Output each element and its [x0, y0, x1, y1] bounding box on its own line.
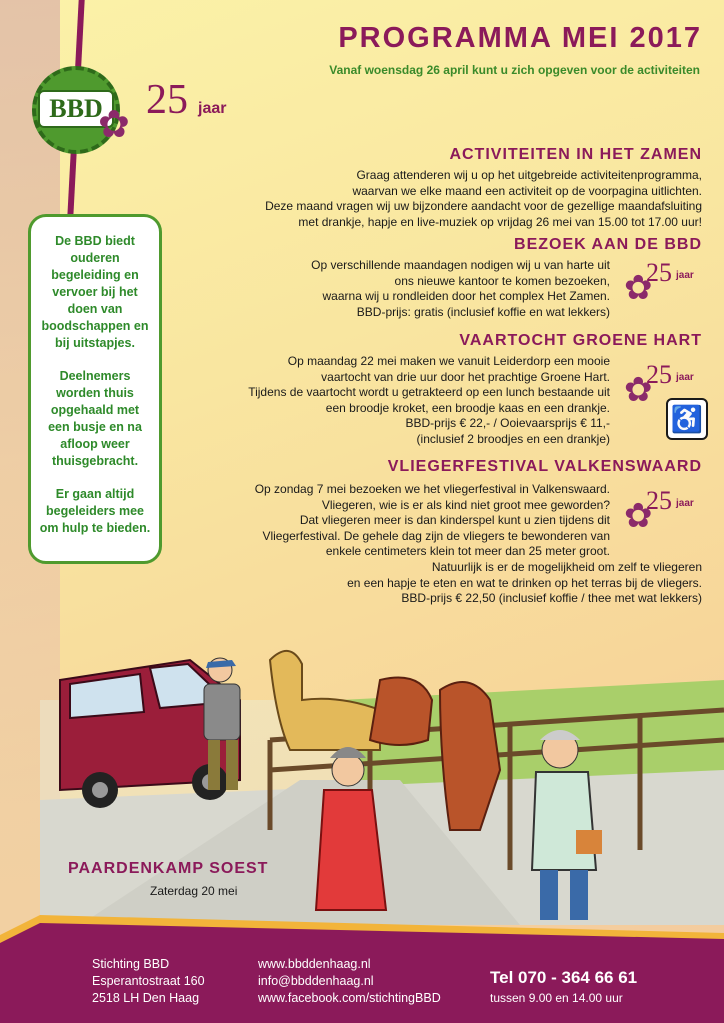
footer-contact — [258, 956, 441, 1007]
section-line: Vliegeren, wie is er als kind niet groot mee geworden? — [321, 497, 610, 512]
paardenkamp-title: PAARDENKAMP SOEST — [68, 860, 269, 877]
section-vliegerfestival — [388, 458, 702, 480]
section-line: BBD-prijs € 22,- / Ooievaarsprijs € 11,- — [405, 416, 610, 430]
section-bezoek-body — [311, 258, 610, 320]
section-line: (inclusief 2 broodjes en een drankje) — [416, 431, 610, 446]
logo-number: 25 — [146, 77, 188, 123]
section-line: waarvan we elke maand een activiteit op de voorpagina uitlichten. — [352, 183, 702, 198]
section-vlieger-body-a — [255, 482, 610, 560]
horse-camp-illustration — [40, 640, 724, 925]
section-line: en een hapje te eten en wat te drinken op het terras bij de vliegers. — [347, 575, 702, 590]
section-line: waarna wij u rondleiden door het complex Het Zamen. — [322, 289, 610, 303]
badge-suffix: jaar — [676, 498, 694, 509]
section-line: Op verschillende maandagen nodigen wij u van harte uit — [311, 258, 610, 272]
section-line: Tijdens de vaartocht wordt u getrakteerd op een lunch bestaande uit — [248, 385, 610, 399]
section-line: Natuurlijk is er de mogelijkheid om zelf te vliegeren — [431, 560, 702, 574]
footer-address — [92, 956, 205, 1007]
section-line: Graag attenderen wij u op het uitgebreide activiteitenprogramma, — [356, 168, 702, 182]
badge-number: 25 — [646, 258, 672, 287]
section-line: Deze maand vragen wij uw bijzondere aandacht voor de gezellige maandafsluiting — [265, 199, 702, 213]
email-link[interactable]: info@bbddenhaag.nl — [258, 974, 374, 988]
page-title: PROGRAMMA MEI 2017 — [338, 22, 702, 54]
info-sidebar — [28, 214, 162, 564]
section-vaartocht — [459, 332, 702, 354]
badge-number: 25 — [646, 360, 672, 389]
section-vaartocht-body — [248, 354, 610, 447]
section-line: Dat vliegeren meer is dan kinderspel kunt u zien tijdens dit — [299, 513, 610, 527]
section-line: een broodje kroket, een broodje kaas en een drankje. — [325, 400, 610, 415]
ribbon-icon: ✿ — [624, 371, 653, 409]
sidebar-paragraph: De BBD biedt ouderen begeleiding en vervoer bij het doen van boodschappen en bij uitstapjes. — [41, 234, 149, 350]
badge-number: 25 — [646, 486, 672, 515]
section-line: met drankje, hapje en live-muziek op vrijdag 26 mei van 15.00 tot 17.00 uur! — [298, 214, 702, 229]
sidebar-paragraph: Er gaan altijd begeleiders mee om hulp te bieden. — [39, 487, 151, 535]
section-line: vaartocht van drie uur door het prachtige Groene Hart. — [321, 369, 610, 384]
ribbon-icon: ✿ — [624, 497, 653, 535]
page-subtitle: Vanaf woensdag 26 april kunt u zich opgeven voor de activiteiten — [329, 63, 700, 77]
logo-suffix: jaar — [198, 100, 227, 117]
section-vlieger-body-b — [347, 560, 702, 607]
bbd-logo — [28, 62, 227, 172]
website-link[interactable]: www.bbddenhaag.nl — [258, 957, 371, 971]
footer-address-line: 2518 LH Den Haag — [92, 991, 200, 1005]
sidebar-paragraph: Deelnemers worden thuis opgehaald met een busje en na afloop weer thuisgebracht. — [48, 369, 142, 468]
logo-text: BBD — [38, 90, 114, 128]
section-line: Vliegerfestival. De gehele dag zijn de vliegers te bewonderen van — [262, 528, 610, 543]
anniversary-badge — [624, 486, 698, 546]
ribbon-icon: ✿ — [98, 104, 130, 146]
section-line: enkele centimeters klein tot meer dan 25 meter groot. — [325, 544, 610, 558]
anniversary-badge — [624, 258, 698, 318]
section-line: BBD-prijs: gratis (inclusief koffie en wat lekkers) — [356, 304, 610, 319]
phone-hours: tussen 9.00 en 14.00 uur — [490, 991, 623, 1005]
badge-suffix: jaar — [676, 270, 694, 281]
section-bezoek — [514, 236, 702, 258]
section-title: VLIEGERFESTIVAL VALKENSWAARD — [387, 458, 702, 475]
footer-address-line: Stichting BBD — [92, 957, 170, 971]
section-title: ACTIVITEITEN IN HET ZAMEN — [449, 146, 702, 163]
section-activiteiten — [265, 146, 702, 230]
section-title: VAARTOCHT GROENE HART — [459, 332, 702, 349]
section-title: BEZOEK AAN DE BBD — [514, 236, 702, 253]
paardenkamp-date: Zaterdag 20 mei — [150, 884, 238, 898]
wheelchair-icon: ♿ — [666, 398, 708, 440]
badge-suffix: jaar — [676, 372, 694, 383]
phone-number: Tel 070 - 364 66 61 — [490, 968, 638, 987]
section-line: Op zondag 7 mei bezoeken we het vliegerfestival in Valkenswaard. — [254, 482, 610, 496]
section-line: ons nieuwe kantoor te komen bezoeken, — [394, 273, 610, 288]
section-line: BBD-prijs € 22,50 (inclusief koffie / thee met wat lekkers) — [401, 591, 702, 605]
facebook-link[interactable]: www.facebook.com/stichtingBBD — [258, 991, 441, 1005]
footer-address-line: Esperantostraat 160 — [92, 974, 205, 988]
ribbon-icon: ✿ — [624, 269, 653, 307]
section-line: Op maandag 22 mei maken we vanuit Leiderdorp een mooie — [287, 354, 610, 368]
